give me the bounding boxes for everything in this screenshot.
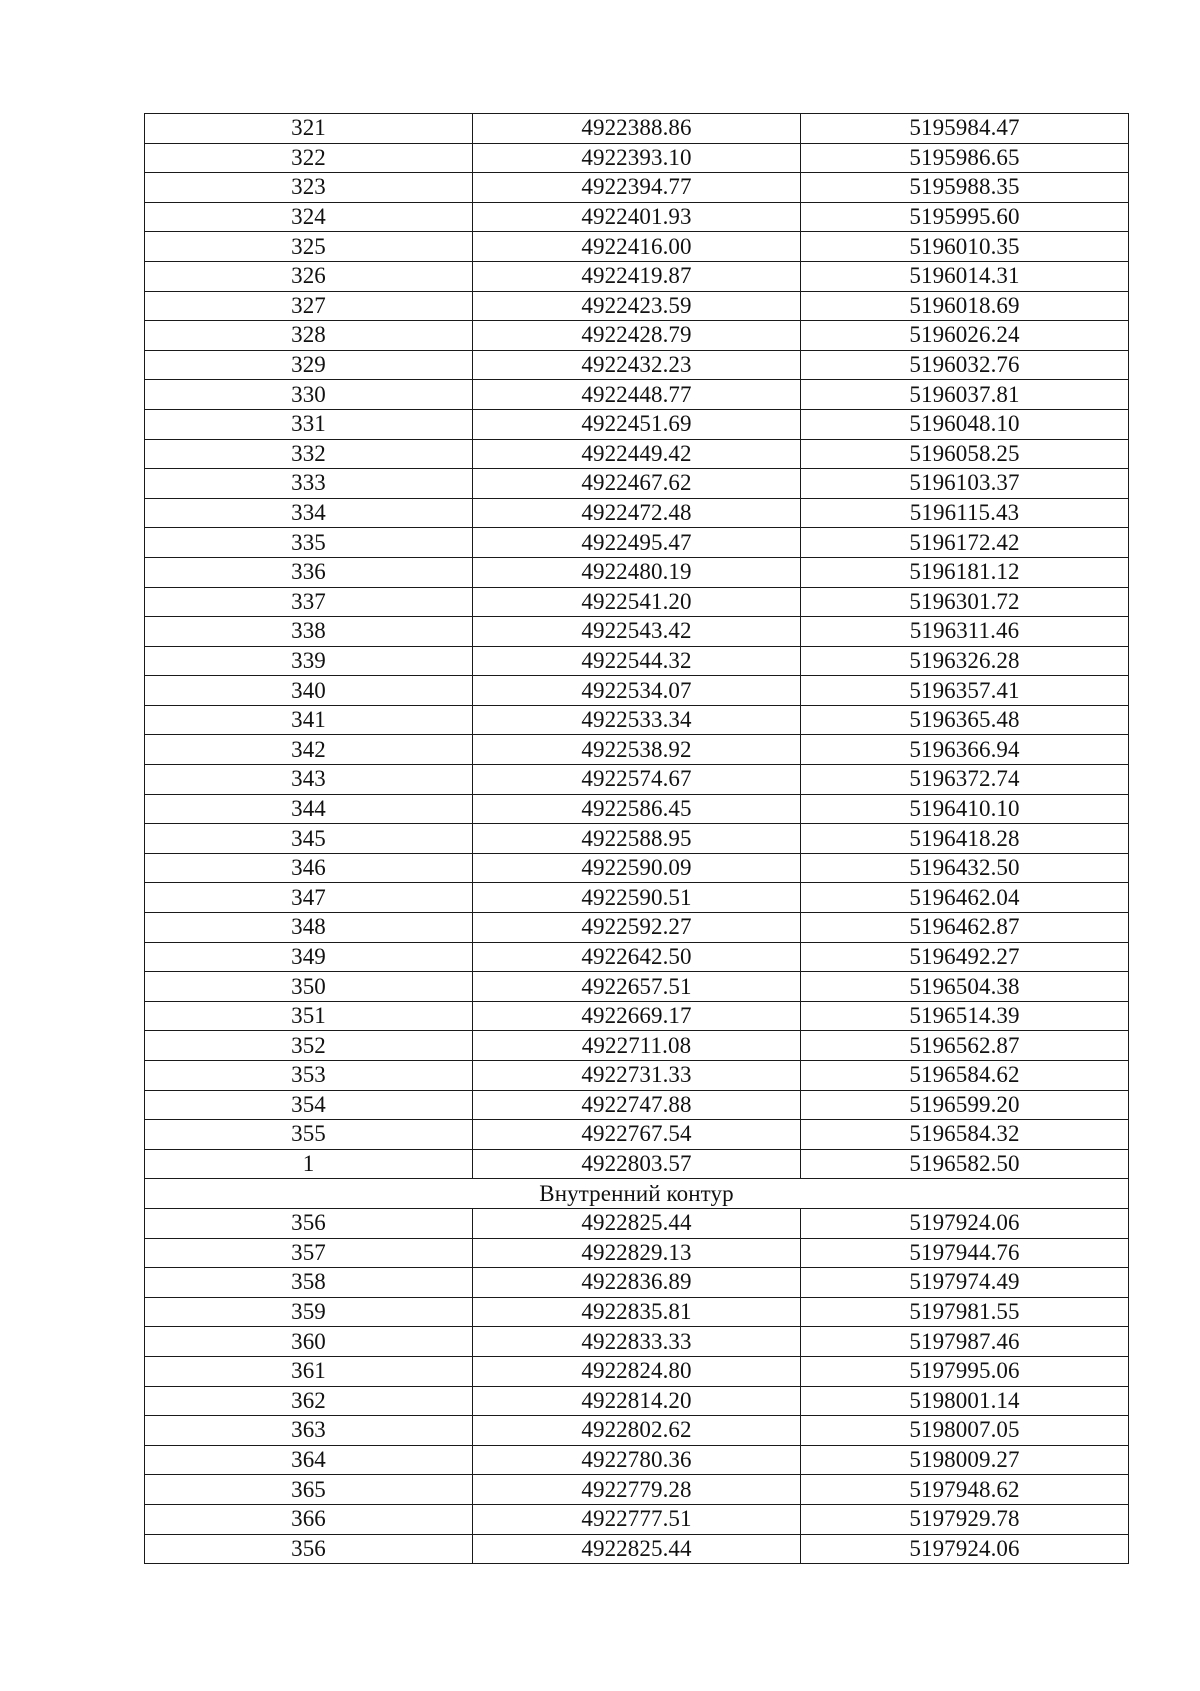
y-coordinate-cell: 5196582.50 xyxy=(801,1149,1129,1179)
point-number-cell: 353 xyxy=(145,1061,473,1091)
coordinates-table xyxy=(144,113,1129,1564)
table-row xyxy=(145,617,1129,647)
point-number-cell: 330 xyxy=(145,380,473,410)
y-coordinate-cell: 5197929.78 xyxy=(801,1504,1129,1534)
y-coordinate-cell: 5196026.24 xyxy=(801,321,1129,351)
point-number-cell: 339 xyxy=(145,646,473,676)
point-number-cell: 351 xyxy=(145,1001,473,1031)
point-number-cell: 362 xyxy=(145,1386,473,1416)
x-coordinate-cell: 4922814.20 xyxy=(473,1386,801,1416)
table-row xyxy=(145,1534,1129,1564)
point-number-cell: 348 xyxy=(145,913,473,943)
table-row xyxy=(145,972,1129,1002)
x-coordinate-cell: 4922534.07 xyxy=(473,676,801,706)
point-number-cell: 329 xyxy=(145,350,473,380)
x-coordinate-cell: 4922767.54 xyxy=(473,1120,801,1150)
table-row xyxy=(145,913,1129,943)
point-number-cell: 333 xyxy=(145,469,473,499)
x-coordinate-cell: 4922590.51 xyxy=(473,883,801,913)
y-coordinate-cell: 5197974.49 xyxy=(801,1268,1129,1298)
x-coordinate-cell: 4922388.86 xyxy=(473,114,801,144)
x-coordinate-cell: 4922472.48 xyxy=(473,498,801,528)
point-number-cell: 324 xyxy=(145,202,473,232)
table-row xyxy=(145,1031,1129,1061)
x-coordinate-cell: 4922538.92 xyxy=(473,735,801,765)
coordinates-table-body xyxy=(145,114,1129,1564)
table-row xyxy=(145,1149,1129,1179)
x-coordinate-cell: 4922590.09 xyxy=(473,853,801,883)
inner-contour-title: Внутренний контур xyxy=(145,1179,1129,1209)
y-coordinate-cell: 5197948.62 xyxy=(801,1475,1129,1505)
table-row xyxy=(145,409,1129,439)
point-number-cell: 349 xyxy=(145,942,473,972)
table-row xyxy=(145,380,1129,410)
point-number-cell: 361 xyxy=(145,1356,473,1386)
table-row xyxy=(145,261,1129,291)
x-coordinate-cell: 4922419.87 xyxy=(473,261,801,291)
table-row xyxy=(145,824,1129,854)
y-coordinate-cell: 5196562.87 xyxy=(801,1031,1129,1061)
x-coordinate-cell: 4922451.69 xyxy=(473,409,801,439)
point-number-cell: 321 xyxy=(145,114,473,144)
y-coordinate-cell: 5196018.69 xyxy=(801,291,1129,321)
y-coordinate-cell: 5196115.43 xyxy=(801,498,1129,528)
point-number-cell: 335 xyxy=(145,528,473,558)
table-row xyxy=(145,646,1129,676)
y-coordinate-cell: 5197924.06 xyxy=(801,1208,1129,1238)
point-number-cell: 347 xyxy=(145,883,473,913)
point-number-cell: 331 xyxy=(145,409,473,439)
x-coordinate-cell: 4922731.33 xyxy=(473,1061,801,1091)
x-coordinate-cell: 4922829.13 xyxy=(473,1238,801,1268)
y-coordinate-cell: 5196357.41 xyxy=(801,676,1129,706)
y-coordinate-cell: 5197995.06 xyxy=(801,1356,1129,1386)
x-coordinate-cell: 4922777.51 xyxy=(473,1504,801,1534)
point-number-cell: 337 xyxy=(145,587,473,617)
y-coordinate-cell: 5196366.94 xyxy=(801,735,1129,765)
x-coordinate-cell: 4922824.80 xyxy=(473,1356,801,1386)
x-coordinate-cell: 4922588.95 xyxy=(473,824,801,854)
point-number-cell: 326 xyxy=(145,261,473,291)
y-coordinate-cell: 5196103.37 xyxy=(801,469,1129,499)
x-coordinate-cell: 4922544.32 xyxy=(473,646,801,676)
x-coordinate-cell: 4922836.89 xyxy=(473,1268,801,1298)
y-coordinate-cell: 5196032.76 xyxy=(801,350,1129,380)
y-coordinate-cell: 5196048.10 xyxy=(801,409,1129,439)
y-coordinate-cell: 5196311.46 xyxy=(801,617,1129,647)
x-coordinate-cell: 4922586.45 xyxy=(473,794,801,824)
y-coordinate-cell: 5196418.28 xyxy=(801,824,1129,854)
point-number-cell: 345 xyxy=(145,824,473,854)
table-row xyxy=(145,232,1129,262)
x-coordinate-cell: 4922393.10 xyxy=(473,143,801,173)
point-number-cell: 334 xyxy=(145,498,473,528)
point-number-cell: 358 xyxy=(145,1268,473,1298)
y-coordinate-cell: 5195995.60 xyxy=(801,202,1129,232)
y-coordinate-cell: 5196172.42 xyxy=(801,528,1129,558)
x-coordinate-cell: 4922825.44 xyxy=(473,1208,801,1238)
table-row xyxy=(145,1238,1129,1268)
x-coordinate-cell: 4922401.93 xyxy=(473,202,801,232)
point-number-cell: 332 xyxy=(145,439,473,469)
y-coordinate-cell: 5195986.65 xyxy=(801,143,1129,173)
y-coordinate-cell: 5198001.14 xyxy=(801,1386,1129,1416)
point-number-cell: 366 xyxy=(145,1504,473,1534)
point-number-cell: 338 xyxy=(145,617,473,647)
x-coordinate-cell: 4922416.00 xyxy=(473,232,801,262)
table-row xyxy=(145,1208,1129,1238)
x-coordinate-cell: 4922669.17 xyxy=(473,1001,801,1031)
x-coordinate-cell: 4922448.77 xyxy=(473,380,801,410)
table-row xyxy=(145,942,1129,972)
x-coordinate-cell: 4922711.08 xyxy=(473,1031,801,1061)
x-coordinate-cell: 4922394.77 xyxy=(473,173,801,203)
table-row xyxy=(145,1416,1129,1446)
table-row xyxy=(145,1504,1129,1534)
y-coordinate-cell: 5197944.76 xyxy=(801,1238,1129,1268)
y-coordinate-cell: 5196326.28 xyxy=(801,646,1129,676)
table-row xyxy=(145,1386,1129,1416)
table-row xyxy=(145,1001,1129,1031)
table-row xyxy=(145,202,1129,232)
table-row xyxy=(145,469,1129,499)
point-number-cell: 356 xyxy=(145,1208,473,1238)
x-coordinate-cell: 4922428.79 xyxy=(473,321,801,351)
table-row xyxy=(145,1356,1129,1386)
table-row xyxy=(145,498,1129,528)
table-row xyxy=(145,765,1129,795)
table-row xyxy=(145,587,1129,617)
table-row xyxy=(145,883,1129,913)
table-row xyxy=(145,1445,1129,1475)
x-coordinate-cell: 4922592.27 xyxy=(473,913,801,943)
y-coordinate-cell: 5196514.39 xyxy=(801,1001,1129,1031)
x-coordinate-cell: 4922574.67 xyxy=(473,765,801,795)
table-row xyxy=(145,528,1129,558)
x-coordinate-cell: 4922780.36 xyxy=(473,1445,801,1475)
x-coordinate-cell: 4922543.42 xyxy=(473,617,801,647)
point-number-cell: 356 xyxy=(145,1534,473,1564)
point-number-cell: 323 xyxy=(145,173,473,203)
point-number-cell: 365 xyxy=(145,1475,473,1505)
x-coordinate-cell: 4922467.62 xyxy=(473,469,801,499)
x-coordinate-cell: 4922642.50 xyxy=(473,942,801,972)
point-number-cell: 322 xyxy=(145,143,473,173)
point-number-cell: 341 xyxy=(145,705,473,735)
section-row xyxy=(145,1179,1129,1209)
y-coordinate-cell: 5195984.47 xyxy=(801,114,1129,144)
y-coordinate-cell: 5196492.27 xyxy=(801,942,1129,972)
x-coordinate-cell: 4922825.44 xyxy=(473,1534,801,1564)
table-row xyxy=(145,1090,1129,1120)
y-coordinate-cell: 5198009.27 xyxy=(801,1445,1129,1475)
x-coordinate-cell: 4922803.57 xyxy=(473,1149,801,1179)
y-coordinate-cell: 5195988.35 xyxy=(801,173,1129,203)
x-coordinate-cell: 4922495.47 xyxy=(473,528,801,558)
point-number-cell: 354 xyxy=(145,1090,473,1120)
table-row xyxy=(145,705,1129,735)
point-number-cell: 359 xyxy=(145,1297,473,1327)
point-number-cell: 355 xyxy=(145,1120,473,1150)
point-number-cell: 363 xyxy=(145,1416,473,1446)
y-coordinate-cell: 5197987.46 xyxy=(801,1327,1129,1357)
table-row xyxy=(145,735,1129,765)
y-coordinate-cell: 5196462.04 xyxy=(801,883,1129,913)
table-row xyxy=(145,794,1129,824)
x-coordinate-cell: 4922657.51 xyxy=(473,972,801,1002)
table-row xyxy=(145,1061,1129,1091)
x-coordinate-cell: 4922432.23 xyxy=(473,350,801,380)
y-coordinate-cell: 5196301.72 xyxy=(801,587,1129,617)
table-row xyxy=(145,173,1129,203)
table-row xyxy=(145,1120,1129,1150)
y-coordinate-cell: 5196181.12 xyxy=(801,557,1129,587)
table-row xyxy=(145,557,1129,587)
point-number-cell: 336 xyxy=(145,557,473,587)
x-coordinate-cell: 4922833.33 xyxy=(473,1327,801,1357)
y-coordinate-cell: 5196432.50 xyxy=(801,853,1129,883)
table-row xyxy=(145,1268,1129,1298)
point-number-cell: 344 xyxy=(145,794,473,824)
y-coordinate-cell: 5198007.05 xyxy=(801,1416,1129,1446)
table-row xyxy=(145,143,1129,173)
y-coordinate-cell: 5196058.25 xyxy=(801,439,1129,469)
point-number-cell: 357 xyxy=(145,1238,473,1268)
y-coordinate-cell: 5196584.62 xyxy=(801,1061,1129,1091)
point-number-cell: 342 xyxy=(145,735,473,765)
x-coordinate-cell: 4922449.42 xyxy=(473,439,801,469)
y-coordinate-cell: 5196462.87 xyxy=(801,913,1129,943)
table-row xyxy=(145,1297,1129,1327)
x-coordinate-cell: 4922835.81 xyxy=(473,1297,801,1327)
point-number-cell: 343 xyxy=(145,765,473,795)
y-coordinate-cell: 5196410.10 xyxy=(801,794,1129,824)
point-number-cell: 327 xyxy=(145,291,473,321)
y-coordinate-cell: 5196365.48 xyxy=(801,705,1129,735)
point-number-cell: 350 xyxy=(145,972,473,1002)
point-number-cell: 364 xyxy=(145,1445,473,1475)
table-row xyxy=(145,1475,1129,1505)
x-coordinate-cell: 4922480.19 xyxy=(473,557,801,587)
y-coordinate-cell: 5196504.38 xyxy=(801,972,1129,1002)
y-coordinate-cell: 5196010.35 xyxy=(801,232,1129,262)
point-number-cell: 346 xyxy=(145,853,473,883)
x-coordinate-cell: 4922541.20 xyxy=(473,587,801,617)
table-row xyxy=(145,291,1129,321)
x-coordinate-cell: 4922802.62 xyxy=(473,1416,801,1446)
x-coordinate-cell: 4922533.34 xyxy=(473,705,801,735)
point-number-cell: 1 xyxy=(145,1149,473,1179)
x-coordinate-cell: 4922779.28 xyxy=(473,1475,801,1505)
y-coordinate-cell: 5196037.81 xyxy=(801,380,1129,410)
y-coordinate-cell: 5196599.20 xyxy=(801,1090,1129,1120)
table-row xyxy=(145,114,1129,144)
table-row xyxy=(145,853,1129,883)
table-row xyxy=(145,321,1129,351)
x-coordinate-cell: 4922747.88 xyxy=(473,1090,801,1120)
y-coordinate-cell: 5196584.32 xyxy=(801,1120,1129,1150)
y-coordinate-cell: 5197981.55 xyxy=(801,1297,1129,1327)
x-coordinate-cell: 4922423.59 xyxy=(473,291,801,321)
table-row xyxy=(145,350,1129,380)
point-number-cell: 325 xyxy=(145,232,473,262)
y-coordinate-cell: 5196014.31 xyxy=(801,261,1129,291)
y-coordinate-cell: 5197924.06 xyxy=(801,1534,1129,1564)
table-row xyxy=(145,439,1129,469)
point-number-cell: 340 xyxy=(145,676,473,706)
y-coordinate-cell: 5196372.74 xyxy=(801,765,1129,795)
table-row xyxy=(145,676,1129,706)
table-row xyxy=(145,1327,1129,1357)
point-number-cell: 352 xyxy=(145,1031,473,1061)
point-number-cell: 328 xyxy=(145,321,473,351)
point-number-cell: 360 xyxy=(145,1327,473,1357)
